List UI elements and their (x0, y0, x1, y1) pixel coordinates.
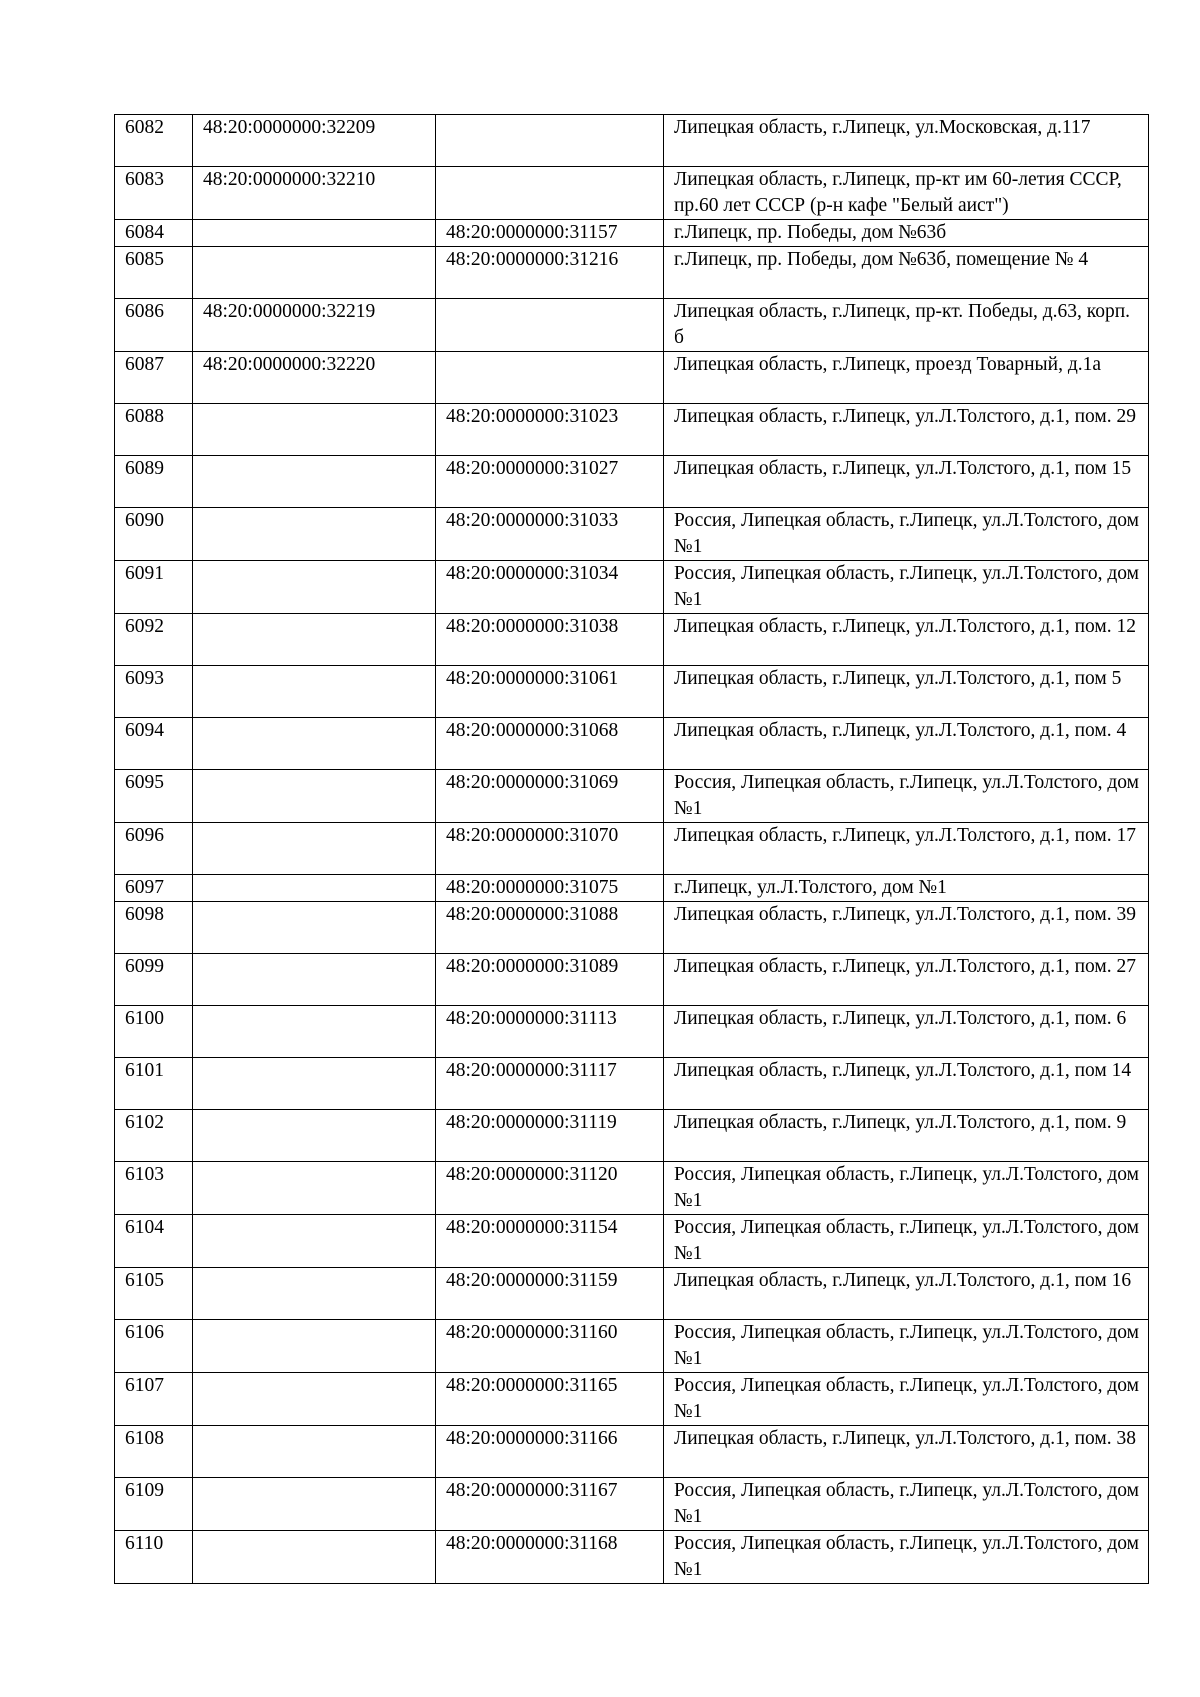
table-row (115, 220, 1149, 247)
cadastral-number-land-cell (193, 1531, 436, 1584)
cadastral-number-land-cell (193, 1110, 436, 1162)
table-row (115, 508, 1149, 561)
row-number-cell: 6099 (115, 954, 193, 1006)
cadastral-number-premises-cell: 48:20:0000000:31038 (436, 614, 664, 666)
cadastral-number-land-cell (193, 614, 436, 666)
address-cell: г.Липецк, ул.Л.Толстого, дом №1 (664, 875, 1149, 902)
cadastral-number-premises-cell: 48:20:0000000:31070 (436, 823, 664, 875)
cadastral-number-land-cell (193, 1215, 436, 1268)
cadastral-number-land-cell (193, 1478, 436, 1531)
table-row (115, 770, 1149, 823)
cadastral-number-land-cell: 48:20:0000000:32209 (193, 115, 436, 167)
address-cell: Липецкая область, г.Липецк, ул.Л.Толстого, д.1, пом. 9 (664, 1110, 1149, 1162)
address-cell: Россия, Липецкая область, г.Липецк, ул.Л.Толстого, дом №1 (664, 1531, 1149, 1584)
row-number-cell: 6085 (115, 247, 193, 299)
cadastral-number-premises-cell: 48:20:0000000:31089 (436, 954, 664, 1006)
address-cell: Россия, Липецкая область, г.Липецк, ул.Л.Толстого, дом №1 (664, 1373, 1149, 1426)
table-row (115, 1215, 1149, 1268)
address-cell: г.Липецк, пр. Победы, дом №63б (664, 220, 1149, 247)
cadastral-number-land-cell (193, 1268, 436, 1320)
address-cell: Липецкая область, г.Липецк, ул.Л.Толстого, д.1, пом 16 (664, 1268, 1149, 1320)
address-cell: Липецкая область, г.Липецк, пр-кт им 60-летия СССР, пр.60 лет СССР (р-н кафе "Белый аист") (664, 167, 1149, 220)
cadastral-number-land-cell (193, 823, 436, 875)
address-cell: Липецкая область, г.Липецк, ул.Л.Толстого, д.1, пом. 12 (664, 614, 1149, 666)
row-number-cell: 6097 (115, 875, 193, 902)
cadastral-number-premises-cell: 48:20:0000000:31075 (436, 875, 664, 902)
table-row (115, 954, 1149, 1006)
cadastral-number-land-cell (193, 456, 436, 508)
row-number-cell: 6098 (115, 902, 193, 954)
row-number-cell: 6105 (115, 1268, 193, 1320)
row-number-cell: 6091 (115, 561, 193, 614)
cadastral-number-premises-cell (436, 299, 664, 352)
registry-table-body (115, 115, 1149, 1584)
address-cell: Липецкая область, г.Липецк, ул.Л.Толстого, д.1, пом. 4 (664, 718, 1149, 770)
table-row (115, 1268, 1149, 1320)
cadastral-number-land-cell (193, 1162, 436, 1215)
table-row (115, 404, 1149, 456)
row-number-cell: 6094 (115, 718, 193, 770)
row-number-cell: 6102 (115, 1110, 193, 1162)
row-number-cell: 6100 (115, 1006, 193, 1058)
cadastral-number-premises-cell: 48:20:0000000:31157 (436, 220, 664, 247)
cadastral-number-land-cell (193, 247, 436, 299)
address-cell: Липецкая область, г.Липецк, ул.Л.Толстого, д.1, пом. 17 (664, 823, 1149, 875)
cadastral-number-premises-cell: 48:20:0000000:31120 (436, 1162, 664, 1215)
table-row (115, 823, 1149, 875)
address-cell: г.Липецк, пр. Победы, дом №63б, помещение № 4 (664, 247, 1149, 299)
cadastral-number-land-cell (193, 902, 436, 954)
cadastral-number-land-cell: 48:20:0000000:32219 (193, 299, 436, 352)
address-cell: Липецкая область, г.Липецк, ул.Л.Толстого, д.1, пом. 29 (664, 404, 1149, 456)
cadastral-number-land-cell (193, 1006, 436, 1058)
row-number-cell: 6096 (115, 823, 193, 875)
cadastral-number-premises-cell: 48:20:0000000:31113 (436, 1006, 664, 1058)
cadastral-number-premises-cell: 48:20:0000000:31160 (436, 1320, 664, 1373)
cadastral-number-premises-cell: 48:20:0000000:31165 (436, 1373, 664, 1426)
table-row (115, 299, 1149, 352)
row-number-cell: 6082 (115, 115, 193, 167)
cadastral-number-premises-cell: 48:20:0000000:31061 (436, 666, 664, 718)
table-row (115, 352, 1149, 404)
row-number-cell: 6104 (115, 1215, 193, 1268)
row-number-cell: 6086 (115, 299, 193, 352)
address-cell: Липецкая область, г.Липецк, ул.Л.Толстого, д.1, пом 14 (664, 1058, 1149, 1110)
cadastral-number-premises-cell: 48:20:0000000:31168 (436, 1531, 664, 1584)
address-cell: Россия, Липецкая область, г.Липецк, ул.Л.Толстого, дом №1 (664, 1478, 1149, 1531)
cadastral-number-premises-cell: 48:20:0000000:31117 (436, 1058, 664, 1110)
table-row (115, 902, 1149, 954)
address-cell: Липецкая область, г.Липецк, ул.Московская, д.117 (664, 115, 1149, 167)
row-number-cell: 6089 (115, 456, 193, 508)
table-row (115, 167, 1149, 220)
row-number-cell: 6103 (115, 1162, 193, 1215)
row-number-cell: 6087 (115, 352, 193, 404)
cadastral-number-land-cell (193, 770, 436, 823)
table-row (115, 1320, 1149, 1373)
cadastral-number-land-cell (193, 718, 436, 770)
row-number-cell: 6110 (115, 1531, 193, 1584)
address-cell: Россия, Липецкая область, г.Липецк, ул.Л.Толстого, дом №1 (664, 1320, 1149, 1373)
row-number-cell: 6107 (115, 1373, 193, 1426)
cadastral-number-premises-cell: 48:20:0000000:31033 (436, 508, 664, 561)
table-row (115, 875, 1149, 902)
cadastral-number-land-cell (193, 1320, 436, 1373)
cadastral-number-premises-cell: 48:20:0000000:31216 (436, 247, 664, 299)
table-row (115, 614, 1149, 666)
cadastral-number-land-cell (193, 1058, 436, 1110)
cadastral-number-land-cell: 48:20:0000000:32210 (193, 167, 436, 220)
table-row (115, 247, 1149, 299)
cadastral-number-land-cell: 48:20:0000000:32220 (193, 352, 436, 404)
address-cell: Липецкая область, г.Липецк, ул.Л.Толстого, д.1, пом. 39 (664, 902, 1149, 954)
cadastral-number-land-cell (193, 954, 436, 1006)
row-number-cell: 6084 (115, 220, 193, 247)
cadastral-number-premises-cell: 48:20:0000000:31166 (436, 1426, 664, 1478)
address-cell: Россия, Липецкая область, г.Липецк, ул.Л.Толстого, дом №1 (664, 1162, 1149, 1215)
address-cell: Россия, Липецкая область, г.Липецк, ул.Л.Толстого, дом №1 (664, 508, 1149, 561)
cadastral-number-premises-cell (436, 115, 664, 167)
cadastral-number-premises-cell: 48:20:0000000:31027 (436, 456, 664, 508)
table-row (115, 1373, 1149, 1426)
address-cell: Россия, Липецкая область, г.Липецк, ул.Л.Толстого, дом №1 (664, 770, 1149, 823)
property-registry-table (114, 114, 1149, 1584)
row-number-cell: 6088 (115, 404, 193, 456)
table-row (115, 1531, 1149, 1584)
table-row (115, 456, 1149, 508)
cadastral-number-premises-cell (436, 167, 664, 220)
table-row (115, 1162, 1149, 1215)
cadastral-number-land-cell (193, 220, 436, 247)
table-row (115, 561, 1149, 614)
cadastral-number-land-cell (193, 508, 436, 561)
table-row (115, 666, 1149, 718)
cadastral-number-premises-cell: 48:20:0000000:31088 (436, 902, 664, 954)
cadastral-number-land-cell (193, 1373, 436, 1426)
address-cell: Липецкая область, г.Липецк, пр-кт. Победы, д.63, корп. б (664, 299, 1149, 352)
address-cell: Россия, Липецкая область, г.Липецк, ул.Л.Толстого, дом №1 (664, 1215, 1149, 1268)
row-number-cell: 6101 (115, 1058, 193, 1110)
address-cell: Липецкая область, г.Липецк, ул.Л.Толстого, д.1, пом. 27 (664, 954, 1149, 1006)
cadastral-number-premises-cell: 48:20:0000000:31068 (436, 718, 664, 770)
row-number-cell: 6083 (115, 167, 193, 220)
table-row (115, 1058, 1149, 1110)
address-cell: Липецкая область, г.Липецк, ул.Л.Толстого, д.1, пом 5 (664, 666, 1149, 718)
address-cell: Липецкая область, г.Липецк, ул.Л.Толстого, д.1, пом 15 (664, 456, 1149, 508)
address-cell: Липецкая область, г.Липецк, проезд Товарный, д.1а (664, 352, 1149, 404)
cadastral-number-premises-cell: 48:20:0000000:31119 (436, 1110, 664, 1162)
table-row (115, 1110, 1149, 1162)
cadastral-number-premises-cell: 48:20:0000000:31034 (436, 561, 664, 614)
cadastral-number-land-cell (193, 1426, 436, 1478)
cadastral-number-premises-cell: 48:20:0000000:31154 (436, 1215, 664, 1268)
table-row (115, 718, 1149, 770)
row-number-cell: 6093 (115, 666, 193, 718)
table-row (115, 1006, 1149, 1058)
cadastral-number-land-cell (193, 666, 436, 718)
cadastral-number-land-cell (193, 561, 436, 614)
table-row (115, 115, 1149, 167)
address-cell: Липецкая область, г.Липецк, ул.Л.Толстого, д.1, пом. 38 (664, 1426, 1149, 1478)
cadastral-number-premises-cell: 48:20:0000000:31167 (436, 1478, 664, 1531)
cadastral-number-land-cell (193, 875, 436, 902)
row-number-cell: 6090 (115, 508, 193, 561)
row-number-cell: 6095 (115, 770, 193, 823)
table-row (115, 1478, 1149, 1531)
row-number-cell: 6109 (115, 1478, 193, 1531)
row-number-cell: 6092 (115, 614, 193, 666)
table-row (115, 1426, 1149, 1478)
cadastral-number-premises-cell: 48:20:0000000:31069 (436, 770, 664, 823)
cadastral-number-premises-cell: 48:20:0000000:31159 (436, 1268, 664, 1320)
address-cell: Россия, Липецкая область, г.Липецк, ул.Л.Толстого, дом №1 (664, 561, 1149, 614)
row-number-cell: 6108 (115, 1426, 193, 1478)
cadastral-number-premises-cell: 48:20:0000000:31023 (436, 404, 664, 456)
cadastral-number-premises-cell (436, 352, 664, 404)
row-number-cell: 6106 (115, 1320, 193, 1373)
address-cell: Липецкая область, г.Липецк, ул.Л.Толстого, д.1, пом. 6 (664, 1006, 1149, 1058)
cadastral-number-land-cell (193, 404, 436, 456)
